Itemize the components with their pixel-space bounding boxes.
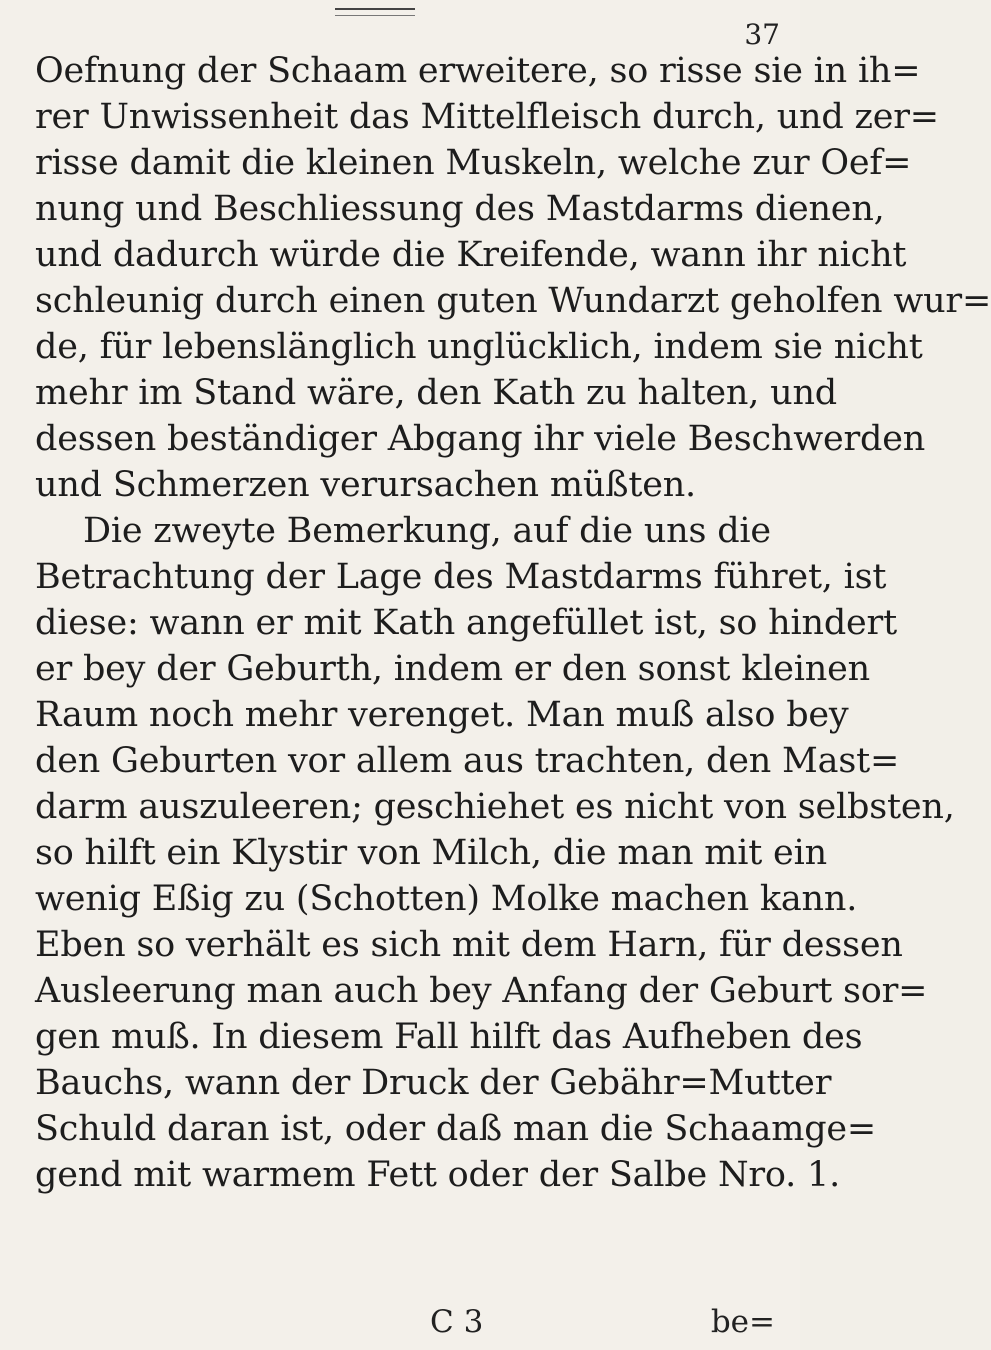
text-line: diese: wann er mit Kath angefüllet ist, so hindert — [35, 603, 897, 643]
text-line: nung und Beschliessung des Mastdarms dienen, — [35, 189, 885, 229]
paragraph-start-line: Die zweyte Bemerkung, auf die uns die — [83, 511, 771, 551]
text-line: Ausleerung man auch bey Anfang der Geburt sor= — [35, 971, 928, 1011]
catchword: be= — [710, 1304, 775, 1340]
text-line: gen muß. In diesem Fall hilft das Aufheben des — [35, 1017, 863, 1057]
text-line: wenig Eßig zu (Schotten) Molke machen kann. — [35, 879, 858, 919]
top-rule — [335, 8, 415, 16]
text-line: gend mit warmem Fett oder der Salbe Nro. 1. — [35, 1155, 841, 1195]
text-line: de, für lebenslänglich unglücklich, indem sie nicht — [35, 327, 923, 367]
text-line: mehr im Stand wäre, den Kath zu halten, und — [35, 373, 838, 413]
text-line: dessen beständiger Abgang ihr viele Beschwerden — [35, 419, 926, 459]
signature-mark: C 3 — [430, 1304, 484, 1340]
text-line: und dadurch würde die Kreifende, wann ihr nicht — [35, 235, 907, 275]
text-line: er bey der Geburth, indem er den sonst kleinen — [35, 649, 870, 689]
text-line: und Schmerzen verursachen müßten. — [35, 465, 696, 505]
text-line: den Geburten vor allem aus trachten, den Mast= — [35, 741, 900, 781]
body-text — [35, 48, 991, 1198]
text-line: schleunig durch einen guten Wundarzt geholfen wur= — [35, 281, 991, 321]
text-line: Raum noch mehr verenget. Man muß also bey — [35, 695, 849, 735]
text-line: so hilft ein Klystir von Milch, die man mit ein — [35, 833, 827, 873]
text-line: rer Unwissenheit das Mittelfleisch durch, und zer= — [35, 97, 939, 137]
text-line: Oefnung der Schaam erweitere, so risse sie in ih= — [35, 51, 921, 91]
page-number: 37 — [744, 18, 780, 51]
text-line: Bauchs, wann der Druck der Gebähr=Mutter — [35, 1063, 832, 1103]
text-line: Schuld daran ist, oder daß man die Schaamge= — [35, 1109, 877, 1149]
text-line: darm auszuleeren; geschiehet es nicht von selbsten, — [35, 787, 955, 827]
text-line: risse damit die kleinen Muskeln, welche zur Oef= — [35, 143, 912, 183]
page-footer — [35, 1304, 775, 1344]
text-line: Eben so verhält es sich mit dem Harn, für dessen — [35, 925, 903, 965]
text-line: Betrachtung der Lage des Mastdarms führet, ist — [35, 557, 887, 597]
